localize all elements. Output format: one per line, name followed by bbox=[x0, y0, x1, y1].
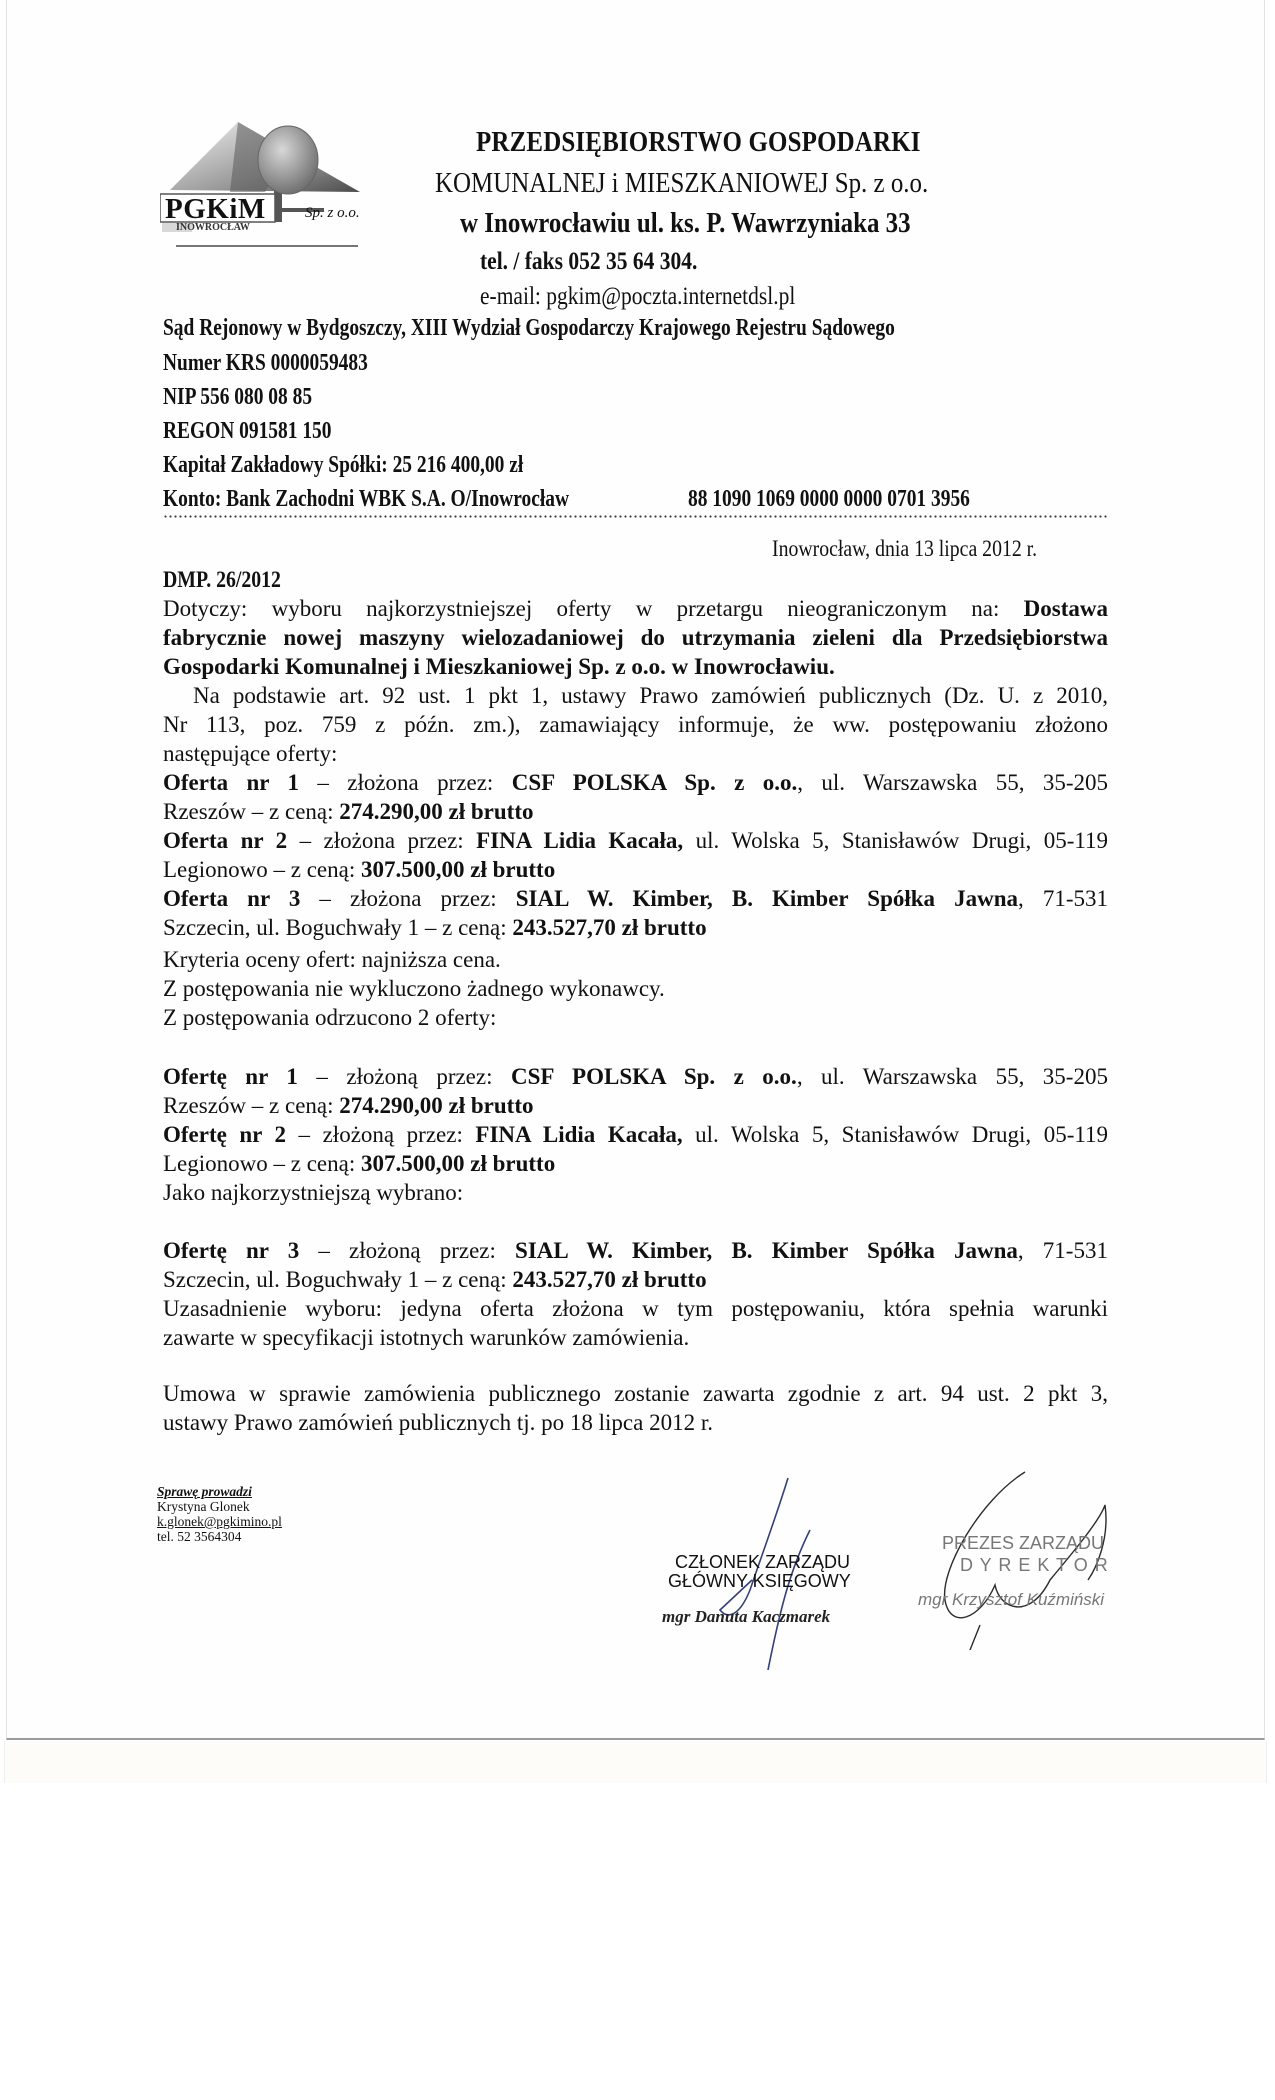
signature-block-accountant bbox=[640, 1470, 900, 1690]
rejected-list bbox=[163, 1062, 1108, 1207]
intro-paragraph: Na podstawie art. 92 ust. 1 pkt 1, ustawy Prawo zamówień publicznych (Dz. U. z 2010, bbox=[193, 683, 1108, 708]
company-name-line-2: KOMUNALNEJ i MIESZKANIOWEJ Sp. z o.o. bbox=[435, 167, 929, 199]
company-email-link[interactable]: e-mail: pgkim@poczta.internetdsl.pl bbox=[480, 283, 796, 310]
dotted-separator bbox=[163, 515, 1108, 518]
offer-item: Oferta nr 3 – złożona przez: SIAL W. Kimber, B. Kimber Spółka Jawna, 71-531 Szczecin, ul. Boguchwały 1 – z ceną: 243.527,70 zł brutto bbox=[163, 886, 1108, 940]
registry-capital: Kapitał Zakładowy Spółki: 25 216 400,00 zł bbox=[163, 452, 524, 478]
selected-intro: Jako najkorzystniejszą wybrano: bbox=[163, 1180, 464, 1205]
justification-text: Uzasadnienie wyboru: jedyna oferta złożona w tym postępowaniu, która spełnia warunki bbox=[163, 1296, 1108, 1321]
registry-court: Sąd Rejonowy w Bydgoszczy, XIII Wydział Gospodarczy Krajowego Rejestru Sądowego bbox=[163, 315, 895, 341]
contact-block bbox=[157, 1484, 282, 1544]
excluded-text: Z postępowania nie wykluczono żadnego wykonawcy. bbox=[163, 976, 665, 1001]
logo-mountain-tree-icon bbox=[160, 120, 380, 260]
company-address: w Inowrocławiu ul. ks. P. Wawrzyniaka 33 bbox=[460, 207, 911, 239]
contact-heading: Sprawę prowadzi bbox=[157, 1484, 252, 1499]
offers-list bbox=[163, 768, 1108, 942]
logo-city: INOWROCŁAW bbox=[176, 222, 250, 233]
signature-name: mgr Danuta Kaczmarek bbox=[662, 1607, 831, 1626]
company-name-line-1: PRZEDSIĘBIORSTWO GOSPODARKI bbox=[476, 126, 921, 158]
registry-regon: REGON 091581 150 bbox=[163, 418, 332, 444]
signature-title-2: GŁÓWNY KSIĘGOWY bbox=[668, 1571, 851, 1591]
signature-title-2: D Y R E K T O R bbox=[960, 1555, 1109, 1575]
scan-edge-strip bbox=[4, 1741, 1267, 1783]
rejected-item: Ofertę nr 2 – złożoną przez: FINA Lidia Kacała, ul. Wolska 5, Stanisławów Drugi, 05-119 Legionowo – z ceną: 307.500,00 zł brutto bbox=[163, 1122, 1109, 1176]
logo-suffix: Sp. z o.o. bbox=[305, 205, 360, 221]
signature-title-1: CZŁONEK ZARZĄDU bbox=[675, 1552, 851, 1572]
criteria-text: Kryteria oceny ofert: najniższa cena. bbox=[163, 947, 501, 972]
contact-name: Krystyna Glonek bbox=[157, 1499, 250, 1514]
contract-paragraph: Umowa w sprawie zamówienia publicznego zostanie zawarta zgodnie z art. 94 ust. 2 pkt 3, ustawy Prawo zamówień publicznych tj. po 18 lipca 2012 r. bbox=[163, 1381, 1108, 1435]
offer-item: Oferta nr 2 – złożona przez: FINA Lidia Kacała, ul. Wolska 5, Stanisławów Drugi, 05-119 Legionowo – z ceną: 307.500,00 zł brutto bbox=[163, 828, 1109, 882]
evaluation-info bbox=[163, 945, 665, 1032]
rejected-item: Ofertę nr 1 – złożoną przez: CSF POLSKA Sp. z o.o., ul. Warszawska 55, 35-205 Rzeszów – z ceną: 274.290,00 zł brutto bbox=[163, 1064, 1108, 1118]
registry-account-label: Konto: Bank Zachodni WBK S.A. O/Inowrocław bbox=[163, 486, 569, 512]
offer-item: Oferta nr 1 – złożona przez: CSF POLSKA Sp. z o.o., ul. Warszawska 55, 35-205 Rzeszów – z ceną: 274.290,00 zł brutto bbox=[163, 770, 1108, 824]
registry-account-number: 88 1090 1069 0000 0000 0701 3956 bbox=[688, 486, 970, 512]
company-logo bbox=[160, 120, 380, 260]
contact-email-link[interactable]: k.glonek@pgkimino.pl bbox=[157, 1514, 282, 1529]
place-date: Inowrocław, dnia 13 lipca 2012 r. bbox=[772, 536, 1038, 561]
logo-brand: PGKiM bbox=[165, 193, 266, 225]
signature-block-president bbox=[900, 1460, 1160, 1650]
subject-paragraph: Dotyczy: wyboru najkorzystniejszej oferty w przetargu nieograniczonym na: Dostawa fabrycznie nowej maszyny wielozadaniowej do utrzymania zieleni dla Przedsiębiorstwa Gospodarki Komunalnej i Mieszkaniowej Sp. z o.o. w Inowrocławiu. Na podstawie art. 92 ust. 1 pkt 1, ustawy Prawo zamówień publicznych (Dz. U. z 2010, Nr 113, poz. 759 z późn. zm.), zamawiający informuje, że ww. postępowaniu złożono następujące oferty: bbox=[163, 596, 1109, 766]
registry-krs: Numer KRS 0000059483 bbox=[163, 350, 368, 376]
company-phone: tel. / faks 052 35 64 304. bbox=[480, 248, 698, 275]
contact-phone: tel. 52 3564304 bbox=[157, 1529, 242, 1544]
registry-nip: NIP 556 080 08 85 bbox=[163, 384, 313, 410]
signature-name: mgr Krzysztof Kuźmiński bbox=[918, 1590, 1105, 1609]
selected-offer: Ofertę nr 3 – złożoną przez: SIAL W. Kimber, B. Kimber Spółka Jawna, 71-531 Szczecin, ul. Boguchwały 1 – z ceną: 243.527,70 zł brutto Uzasadnienie wyboru: jedyna oferta złożona w tym postępowaniu, która spełnia warunki zawarte w specyfikacji istotnych warunków zamówienia. bbox=[163, 1238, 1108, 1350]
reference-number: DMP. 26/2012 bbox=[163, 567, 281, 592]
rejected-intro: Z postępowania odrzucono 2 oferty: bbox=[163, 1005, 497, 1030]
signature-title-1: PREZES ZARZĄDU bbox=[942, 1533, 1105, 1553]
logo-divider bbox=[176, 245, 358, 247]
